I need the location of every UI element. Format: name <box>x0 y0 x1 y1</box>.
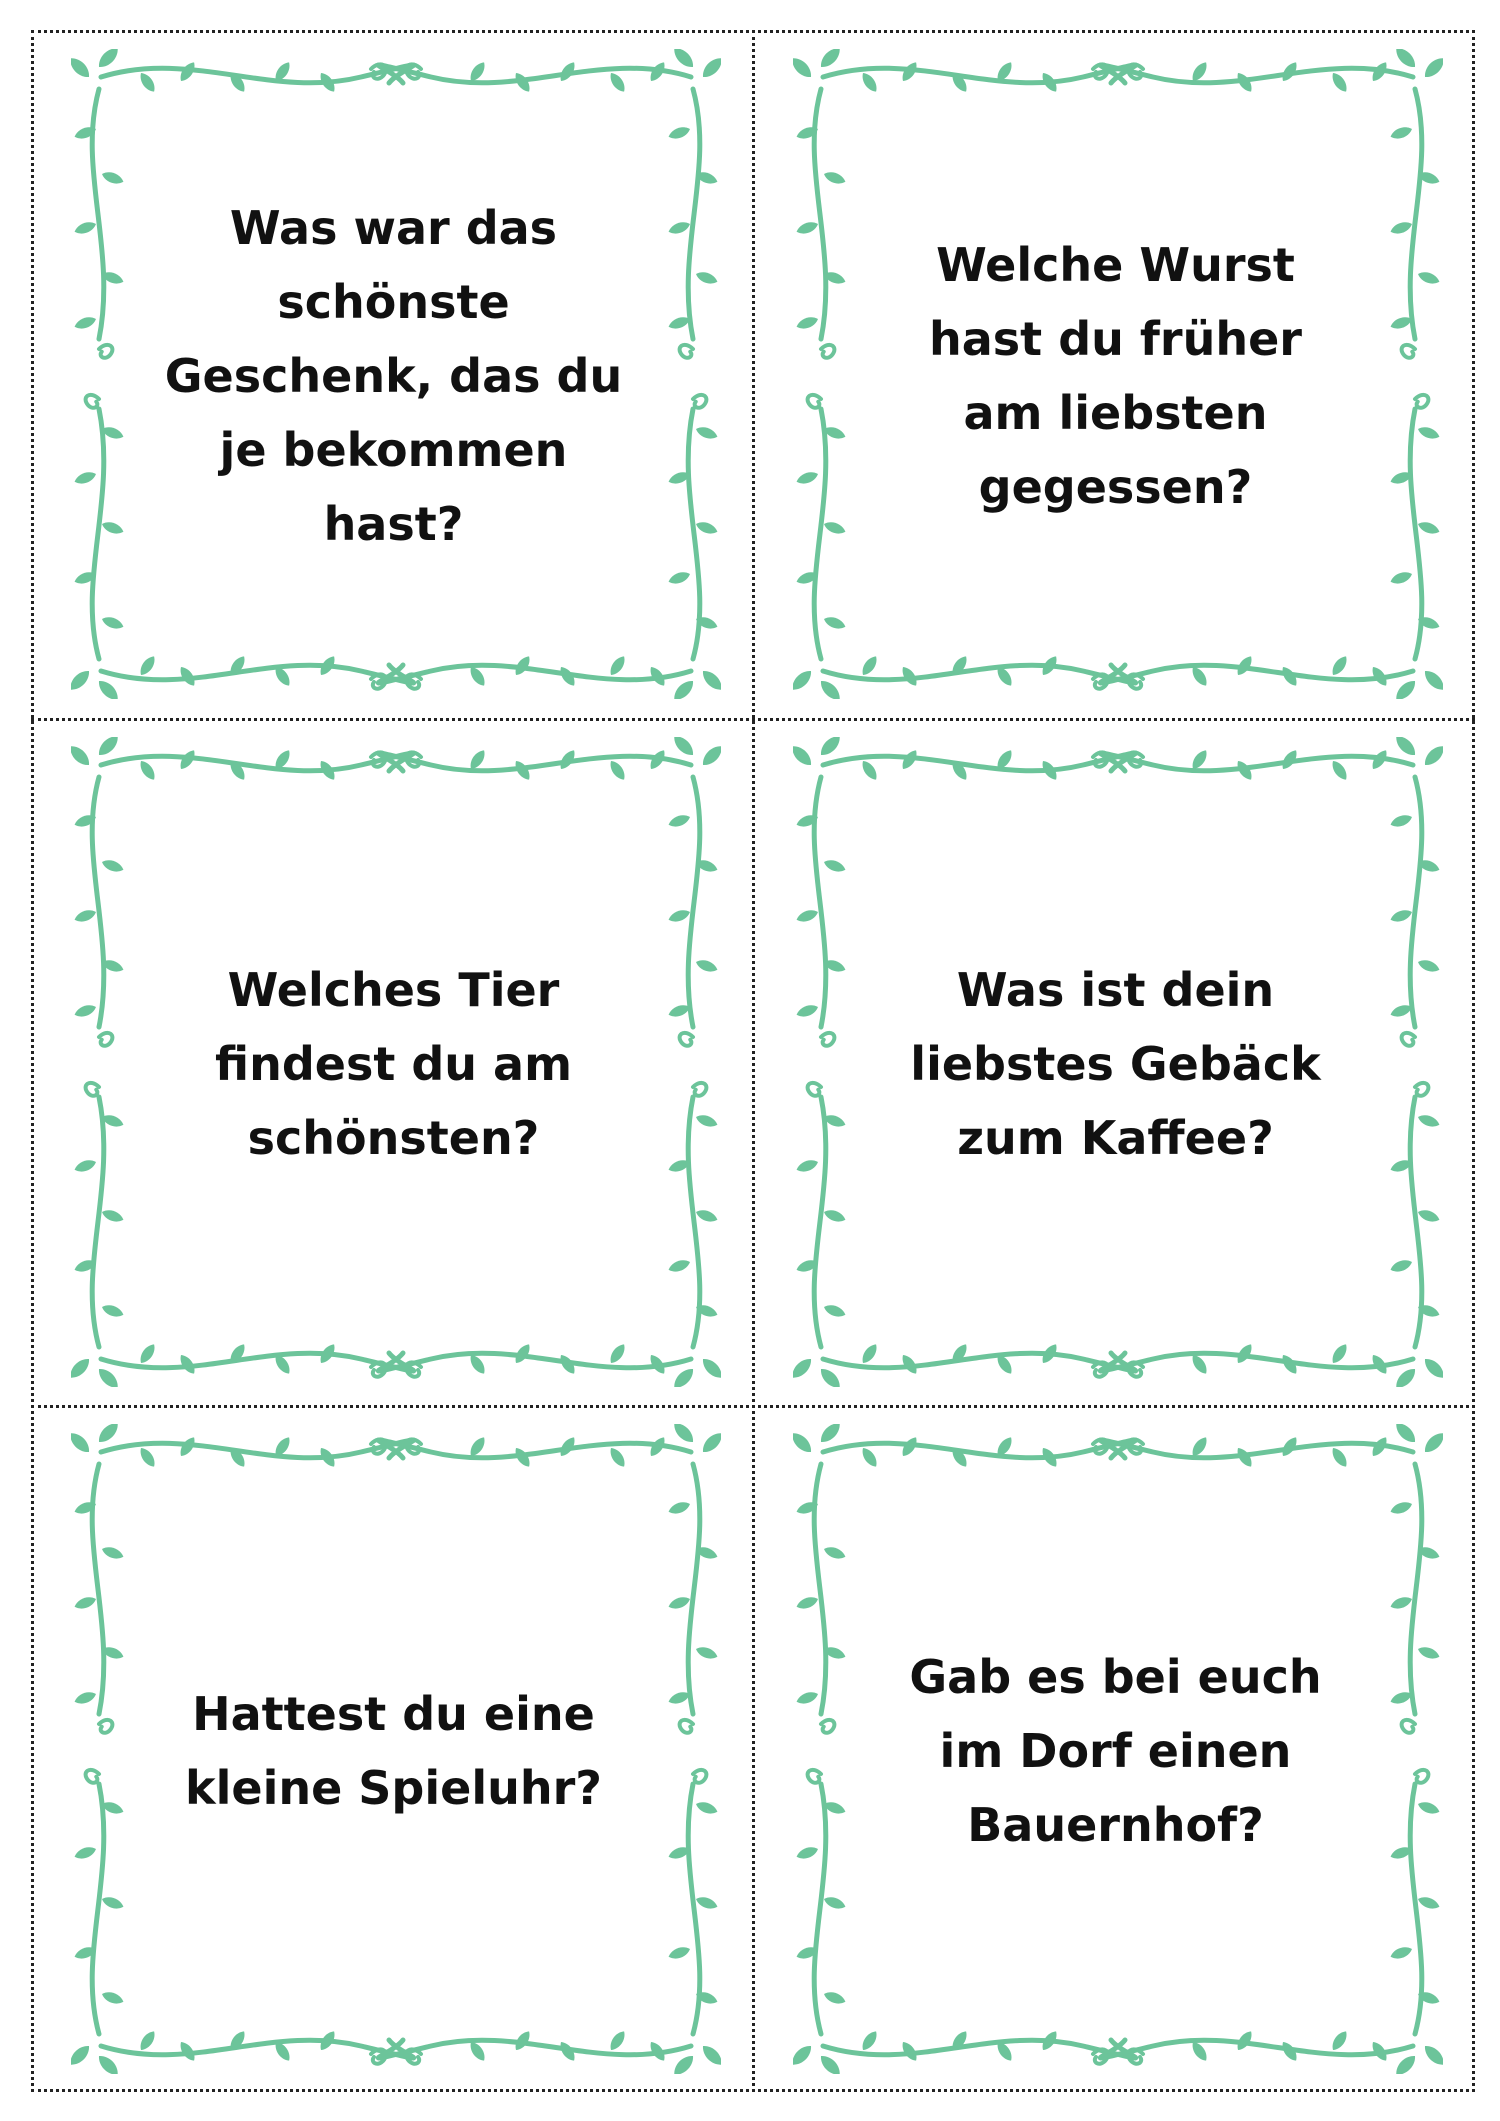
question-card <box>33 721 754 1407</box>
question-card <box>755 721 1476 1407</box>
card-question: Welche Wurst hast du früher am liebsten gegessen? <box>929 238 1302 514</box>
card-question: Gab es bei euch im Dorf einen Bauernhof? <box>909 1650 1322 1852</box>
question-card <box>33 1408 754 2094</box>
card-question: Welches Tier findest du am schönsten? <box>214 963 573 1165</box>
card-question: Was ist dein liebstes Gebäck zum Kaffee? <box>910 963 1321 1165</box>
question-card <box>755 1408 1476 2094</box>
question-card <box>755 33 1476 719</box>
card-question: Was war das schönste Geschenk, das du je bekommen hast? <box>164 201 623 551</box>
card-question: Hattest du eine kleine Spieluhr? <box>185 1687 602 1815</box>
question-card <box>33 33 754 719</box>
